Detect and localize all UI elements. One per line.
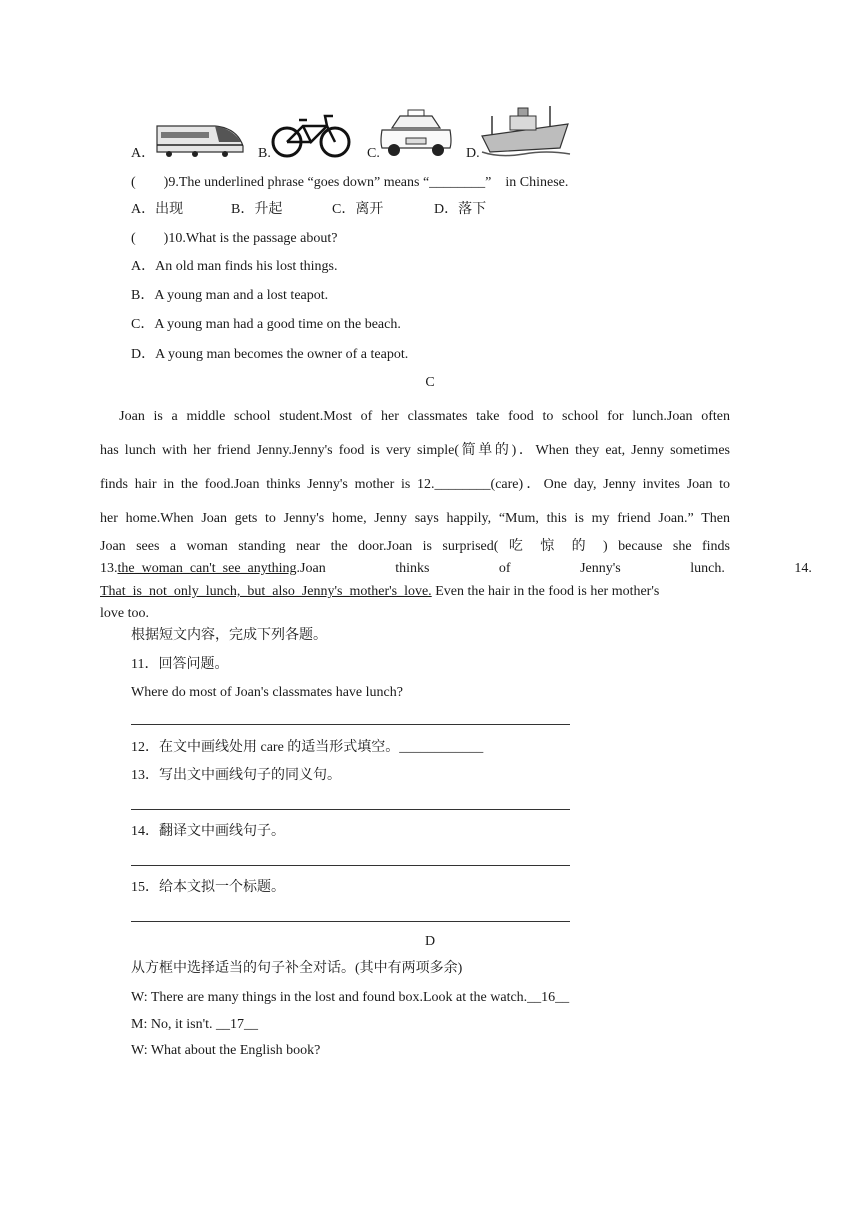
- answer-line-11[interactable]: [131, 724, 570, 725]
- passage-line-3: finds hair in the food.Joan thinks Jenny's mother is 12.________(care)．One day, Jenny invites Joan to: [100, 477, 730, 492]
- underlined-phrase-13: the_woman_can't_see_anything: [117, 561, 297, 576]
- train-image: [155, 112, 245, 158]
- option-b-label: B.: [258, 146, 271, 161]
- section-d-instruction: 从方框中选择适当的句子补全对话。(其中有两项多余): [131, 961, 463, 976]
- q10-option-a: A．An old man finds his lost things.: [131, 259, 338, 274]
- section-d-heading: D: [424, 934, 436, 949]
- q10-option-c: C．A young man had a good time on the beach.: [131, 317, 401, 332]
- dialogue-line-w: W: What about the English book?: [131, 1043, 321, 1058]
- option-c-label: C.: [367, 146, 380, 161]
- q11-label: 11．回答问题。: [131, 657, 229, 672]
- q11-question: Where do most of Joan's classmates have lunch?: [131, 685, 403, 700]
- q9-option-a: A．出现: [131, 202, 184, 217]
- passage-line-8: love too.: [100, 606, 149, 621]
- passage-line-2: has lunch with her friend Jenny.Jenny's food is very simple(简单的)．When they eat, Jenny sometimes: [100, 443, 730, 458]
- q12-prompt: 12．在文中画线处用 care 的适当形式填空。____________: [131, 740, 484, 755]
- q14-prompt: 14．翻译文中画线句子。: [131, 824, 285, 839]
- taxi-image: [378, 108, 454, 158]
- passage-line-1: Joan is a middle school student.Most of her classmates take food to school for lunch.Joan often: [100, 409, 730, 424]
- option-a-label: A．: [131, 146, 156, 161]
- passage-14-rest: Even the hair in the food is her mother's: [431, 584, 660, 599]
- answer-line-14[interactable]: [131, 865, 570, 866]
- option-d-label: D.: [466, 146, 480, 161]
- passage-13-prefix: 13.: [100, 561, 118, 576]
- answer-line-15[interactable]: [131, 921, 570, 922]
- q10-stem: ( )10.What is the passage about?: [131, 231, 338, 246]
- q9-option-b: B．升起: [231, 202, 283, 217]
- q15-prompt: 15．给本文拟一个标题。: [131, 880, 285, 895]
- q10-option-b: B．A young man and a lost teapot.: [131, 288, 329, 303]
- passage-line-6: [100, 560, 812, 578]
- q9-option-d: D．落下: [434, 202, 487, 217]
- q13-prompt: 13．写出文中画线句子的同义句。: [131, 768, 341, 783]
- q9-stem: ( )9.The underlined phrase “goes down” means “________” in Chinese.: [131, 175, 569, 190]
- section-c-heading: C: [425, 375, 435, 390]
- q9-option-c: C．离开: [332, 202, 384, 217]
- answer-line-13[interactable]: [131, 809, 570, 810]
- dialogue-line-17: M: No, it isn't. __17__: [131, 1017, 258, 1032]
- bicycle-image: [271, 110, 351, 158]
- section-c-instruction: 根据短文内容，完成下列各题。: [131, 628, 327, 643]
- dialogue-line-16: W: There are many things in the lost and found box.Look at the watch.__16__: [131, 990, 570, 1005]
- passage-line-4: her home.When Joan gets to Jenny's home, Jenny says happily, “Mum, this is my friend Joan.” Then: [100, 511, 730, 526]
- underlined-sentence-14: That_is_not_only_lunch,_but_also_Jenny's_mother's_love.: [100, 584, 432, 599]
- q10-option-d: D．A young man becomes the owner of a teapot.: [131, 347, 409, 362]
- passage-13-rest: .Joan thinks of Jenny's lunch. 14.: [296, 561, 812, 576]
- passage-line-7: [100, 583, 730, 601]
- ship-image: [480, 102, 572, 158]
- passage-line-5: Joan sees a woman standing near the door.Joan is surprised( 吃 惊 的 ) because she finds: [100, 539, 730, 554]
